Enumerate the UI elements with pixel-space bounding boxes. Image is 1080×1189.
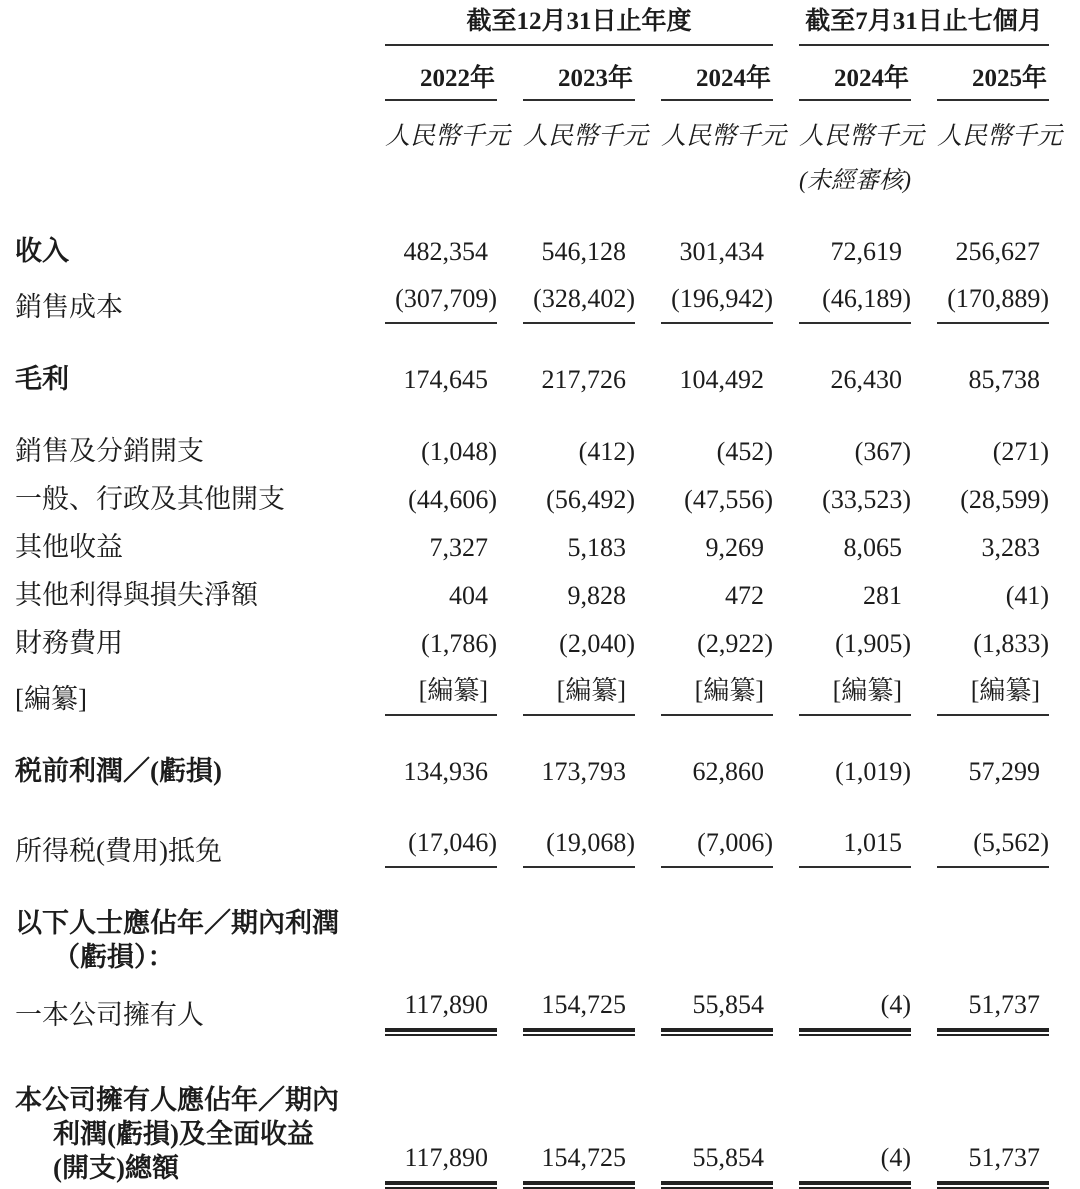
value-text: (328,402) — [533, 284, 635, 313]
table-row — [14, 197, 1050, 269]
value-text: 256,627 — [955, 237, 1041, 266]
value-rule-area — [385, 755, 497, 788]
value-rule-area — [799, 483, 911, 516]
row-label — [14, 269, 360, 325]
value-cell — [912, 197, 1050, 269]
value-cell — [912, 717, 1050, 789]
value-text: 134,936 — [403, 757, 488, 786]
column-group-cell — [360, 6, 774, 47]
unit-cell — [912, 102, 1063, 153]
column-unit-4: 人民幣千元 — [937, 123, 1063, 150]
value-text: 546,128 — [541, 237, 626, 266]
value-rule-area — [937, 483, 1049, 516]
value-cell — [498, 975, 636, 1033]
value-rule-area — [937, 1141, 1049, 1185]
value-cell — [774, 565, 912, 613]
table-row — [14, 469, 1050, 517]
value-cell — [498, 397, 636, 469]
value-text: (41) — [1005, 581, 1050, 610]
value-text: (412) — [578, 437, 635, 466]
table-row — [14, 565, 1050, 613]
value-rule-area — [385, 435, 497, 468]
value-rule-area — [799, 988, 911, 1032]
value-text: 51,737 — [968, 1143, 1041, 1172]
column-year-1: 2023年 — [523, 48, 635, 101]
value-text: [編纂] — [832, 676, 902, 705]
value-cell — [360, 397, 498, 469]
value-rule-area — [661, 1141, 773, 1185]
value-rule-area — [799, 531, 911, 564]
value-rule-area — [937, 674, 1049, 716]
value-cell — [360, 661, 498, 717]
table-row — [14, 661, 1050, 717]
value-text: [編纂] — [556, 676, 626, 705]
value-text: 3,283 — [981, 533, 1041, 562]
value-rule-area — [385, 627, 497, 660]
value-cell — [912, 975, 1050, 1033]
value-text: 55,854 — [692, 990, 764, 1019]
table-row — [14, 269, 1050, 325]
value-cell — [912, 789, 1050, 869]
value-rule-area — [385, 282, 497, 324]
corner-cell — [14, 153, 360, 197]
value-text: (4) — [880, 990, 911, 1019]
value-text: 154,725 — [541, 990, 626, 1019]
unit-cell — [774, 102, 925, 153]
value-text: 482,354 — [403, 237, 488, 266]
value-cell — [498, 789, 636, 869]
value-rule-area — [937, 531, 1049, 564]
value-rule-area — [523, 627, 635, 660]
value-rule-area — [523, 531, 635, 564]
value-cell — [360, 469, 498, 517]
value-cell — [636, 613, 774, 661]
row-label-line: 其他收益 — [15, 532, 123, 562]
value-rule-area — [937, 826, 1049, 868]
value-cell — [636, 517, 774, 565]
row-label — [14, 975, 360, 1033]
value-text: 154,725 — [541, 1143, 626, 1172]
column-year-3: 2024年 — [799, 48, 911, 101]
column-group-row — [14, 6, 1050, 47]
value-rule-area — [661, 579, 773, 612]
note-cell — [636, 153, 774, 197]
value-cell — [912, 565, 1050, 613]
value-cell — [360, 197, 498, 269]
value-rule-area — [799, 235, 911, 268]
row-label-line: 利潤(虧損)及全面收益 — [53, 1119, 314, 1149]
value-text: 472 — [725, 581, 764, 610]
row-label-line: 其他利得與損失淨額 — [15, 580, 258, 610]
table-row — [14, 1033, 1050, 1186]
value-text: (17,046) — [408, 828, 497, 857]
value-cell — [774, 325, 912, 397]
value-text: (47,556) — [684, 485, 773, 514]
value-cell — [498, 565, 636, 613]
value-rule-area — [661, 674, 773, 716]
column-unit-3: 人民幣千元 — [799, 123, 925, 150]
value-text: (307,709) — [395, 284, 497, 313]
value-rule-area — [523, 282, 635, 324]
value-text: 173,793 — [541, 757, 626, 786]
value-cell — [636, 565, 774, 613]
column-year-2: 2024年 — [661, 48, 773, 101]
value-rule-area — [523, 674, 635, 716]
value-cell — [498, 613, 636, 661]
unit-cell — [636, 102, 787, 153]
note-cell — [498, 153, 636, 197]
value-cell — [498, 717, 636, 789]
value-text: (28,599) — [960, 485, 1050, 514]
table-row — [14, 717, 1050, 789]
value-cell — [360, 869, 498, 975]
value-rule-area — [661, 627, 773, 660]
value-text: 9,828 — [567, 581, 626, 610]
value-cell — [498, 869, 636, 975]
value-text: 55,854 — [692, 1143, 764, 1172]
value-cell — [636, 397, 774, 469]
value-cell — [774, 397, 912, 469]
value-text: 51,737 — [968, 990, 1041, 1019]
value-text: 5,183 — [567, 533, 626, 562]
row-label — [14, 517, 360, 565]
value-rule-area — [385, 579, 497, 612]
value-rule-area — [937, 755, 1049, 788]
value-cell — [636, 717, 774, 789]
value-rule-area — [937, 627, 1049, 660]
value-cell — [360, 269, 498, 325]
value-rule-area — [937, 435, 1049, 468]
note-cell — [360, 153, 498, 197]
value-cell — [360, 325, 498, 397]
value-text: (170,889) — [947, 284, 1050, 313]
value-cell — [636, 469, 774, 517]
value-text: 117,890 — [404, 1143, 488, 1172]
value-text: (56,492) — [546, 485, 635, 514]
value-text: 404 — [449, 581, 488, 610]
value-rule-area — [523, 579, 635, 612]
value-text: [編纂] — [418, 676, 488, 705]
value-text: (196,942) — [671, 284, 773, 313]
value-cell — [498, 661, 636, 717]
value-text: (2,040) — [559, 629, 635, 658]
value-text: 104,492 — [679, 365, 764, 394]
value-cell — [774, 269, 912, 325]
value-rule-area — [799, 755, 911, 788]
row-label-line: 一本公司擁有人 — [15, 1000, 204, 1030]
value-cell — [636, 789, 774, 869]
value-cell — [912, 1033, 1050, 1186]
value-cell — [636, 661, 774, 717]
note-cell — [912, 153, 1050, 197]
value-text: 1,015 — [843, 828, 902, 857]
column-unit-0: 人民幣千元 — [385, 123, 511, 150]
value-cell — [774, 789, 912, 869]
year-row — [14, 47, 1050, 102]
table-row — [14, 325, 1050, 397]
row-label-line: 銷售成本 — [15, 292, 123, 322]
table-row — [14, 613, 1050, 661]
table-header — [14, 6, 1063, 197]
value-rule-area — [799, 627, 911, 660]
table-body — [14, 197, 1050, 1186]
value-rule-area — [661, 755, 773, 788]
value-cell — [498, 197, 636, 269]
value-text: (44,606) — [408, 485, 497, 514]
value-cell — [774, 517, 912, 565]
value-text: (46,189) — [822, 284, 911, 313]
row-label — [14, 1033, 360, 1186]
value-rule-area — [385, 235, 497, 268]
column-unit-2: 人民幣千元 — [661, 123, 787, 150]
value-cell — [498, 517, 636, 565]
value-rule-area — [385, 531, 497, 564]
year-cell — [912, 47, 1050, 102]
value-rule-area — [523, 755, 635, 788]
value-rule-area — [937, 282, 1049, 324]
row-label-line: 毛利 — [15, 364, 69, 394]
unit-cell — [360, 102, 511, 153]
value-rule-area — [799, 579, 911, 612]
unit-cell — [498, 102, 649, 153]
value-text: 85,738 — [968, 365, 1041, 394]
row-label — [14, 469, 360, 517]
value-cell — [360, 717, 498, 789]
value-text: 217,726 — [541, 365, 626, 394]
value-cell — [774, 197, 912, 269]
value-text: (2,922) — [697, 629, 773, 658]
value-rule-area — [385, 483, 497, 516]
row-label — [14, 565, 360, 613]
value-text: [編纂] — [970, 676, 1041, 705]
value-text: 62,860 — [692, 757, 764, 786]
value-text: (367) — [854, 437, 911, 466]
row-label — [14, 613, 360, 661]
table-row — [14, 517, 1050, 565]
value-rule-area — [661, 826, 773, 868]
value-cell — [774, 975, 912, 1033]
value-cell — [912, 517, 1050, 565]
value-rule-area — [385, 988, 497, 1032]
value-rule-area — [523, 235, 635, 268]
row-label-line: 以下人士應佔年／期內利潤 — [15, 908, 339, 938]
value-text: 8,065 — [843, 533, 902, 562]
value-cell — [912, 661, 1050, 717]
value-cell — [360, 789, 498, 869]
year-cell — [774, 47, 912, 102]
table-row — [14, 869, 1050, 975]
value-text: 117,890 — [404, 990, 488, 1019]
value-text: (1,019) — [835, 757, 911, 786]
value-rule-area — [661, 363, 773, 396]
value-text: (1,048) — [421, 437, 497, 466]
value-cell — [636, 269, 774, 325]
value-cell — [636, 975, 774, 1033]
value-text: 9,269 — [705, 533, 764, 562]
row-label-line: 一般、行政及其他開支 — [15, 484, 285, 514]
corner-cell — [14, 102, 360, 153]
row-label — [14, 325, 360, 397]
value-rule-area — [799, 435, 911, 468]
value-rule-area — [661, 235, 773, 268]
value-rule-area — [523, 483, 635, 516]
column-year-4: 2025年 — [937, 48, 1049, 101]
note-cell — [774, 153, 912, 197]
row-label — [14, 197, 360, 269]
row-label-line: （虧損）： — [53, 942, 175, 972]
table-row — [14, 397, 1050, 469]
value-rule-area — [937, 579, 1049, 612]
year-cell — [360, 47, 498, 102]
financial-table — [14, 6, 1063, 1186]
value-cell — [498, 469, 636, 517]
row-label-line: 財務費用 — [15, 628, 123, 658]
corner-cell — [14, 6, 360, 47]
value-text: 281 — [863, 581, 902, 610]
row-label-line: 銷售及分銷開支 — [15, 436, 204, 466]
row-label-line: 本公司擁有人應佔年／期內 — [15, 1085, 339, 1115]
row-label-line: [編纂] — [15, 684, 87, 714]
value-text: (452) — [716, 437, 773, 466]
year-cell — [636, 47, 774, 102]
value-cell — [360, 1033, 498, 1186]
value-text: (7,006) — [697, 828, 773, 857]
value-cell — [774, 661, 912, 717]
row-label-line: 税前利潤／(虧損) — [15, 756, 222, 786]
value-cell — [360, 613, 498, 661]
column-group-header-1: 截至7月31日止七個月 — [799, 7, 1049, 46]
value-cell — [774, 869, 912, 975]
value-rule-area — [523, 826, 635, 868]
value-text: 7,327 — [429, 533, 488, 562]
value-rule-area — [523, 435, 635, 468]
value-cell — [912, 325, 1050, 397]
value-rule-area — [799, 282, 911, 324]
value-cell — [498, 1033, 636, 1186]
value-text: (19,068) — [546, 828, 635, 857]
value-rule-area — [799, 1141, 911, 1185]
value-rule-area — [385, 826, 497, 868]
row-label — [14, 789, 360, 869]
value-cell — [774, 469, 912, 517]
value-rule-area — [523, 363, 635, 396]
value-rule-area — [661, 531, 773, 564]
value-cell — [636, 1033, 774, 1186]
value-cell — [912, 469, 1050, 517]
value-rule-area — [799, 363, 911, 396]
value-cell — [912, 397, 1050, 469]
value-cell — [912, 869, 1050, 975]
value-cell — [498, 269, 636, 325]
corner-cell — [14, 47, 360, 102]
value-cell — [636, 325, 774, 397]
value-rule-area — [937, 235, 1049, 268]
row-label — [14, 661, 360, 717]
column-group-header-0: 截至12月31日止年度 — [385, 7, 773, 46]
value-text: 72,619 — [830, 237, 902, 266]
value-text: 57,299 — [968, 757, 1041, 786]
value-rule-area — [799, 826, 911, 868]
value-rule-area — [661, 483, 773, 516]
value-text: 174,645 — [403, 365, 488, 394]
row-label-line: 收入 — [15, 236, 69, 266]
value-cell — [774, 613, 912, 661]
value-cell — [636, 197, 774, 269]
value-rule-area — [661, 435, 773, 468]
row-label — [14, 869, 360, 975]
table-row — [14, 975, 1050, 1033]
value-text: (5,562) — [973, 828, 1050, 857]
value-cell — [636, 869, 774, 975]
value-text: (271) — [992, 437, 1050, 466]
row-label — [14, 717, 360, 789]
value-rule-area — [937, 363, 1049, 396]
value-rule-area — [937, 988, 1049, 1032]
value-cell — [912, 613, 1050, 661]
row-label-line: 所得税(費用)抵免 — [15, 836, 222, 866]
value-rule-area — [385, 1141, 497, 1185]
value-rule-area — [661, 988, 773, 1032]
value-text: (1,905) — [835, 629, 911, 658]
column-year-0: 2022年 — [385, 48, 497, 101]
unit-row — [14, 102, 1050, 153]
value-text: (33,523) — [822, 485, 911, 514]
value-cell — [774, 717, 912, 789]
column-group-cell — [774, 6, 1050, 47]
value-text: [編纂] — [694, 676, 764, 705]
value-text: 26,430 — [830, 365, 902, 394]
note-row — [14, 153, 1050, 197]
value-text: (4) — [880, 1143, 911, 1172]
value-rule-area — [385, 363, 497, 396]
value-cell — [498, 325, 636, 397]
column-note-3: (未經審核) — [799, 168, 911, 194]
value-rule-area — [385, 674, 497, 716]
row-label-line: (開支)總額 — [53, 1153, 179, 1183]
value-text: 301,434 — [679, 237, 764, 266]
value-rule-area — [523, 1141, 635, 1185]
value-cell — [360, 517, 498, 565]
value-cell — [360, 565, 498, 613]
year-cell — [498, 47, 636, 102]
column-unit-1: 人民幣千元 — [523, 123, 649, 150]
value-text: (1,833) — [973, 629, 1050, 658]
value-cell — [912, 269, 1050, 325]
row-label — [14, 397, 360, 469]
table-row — [14, 789, 1050, 869]
value-text: (1,786) — [421, 629, 497, 658]
value-rule-area — [661, 282, 773, 324]
value-cell — [360, 975, 498, 1033]
value-rule-area — [523, 988, 635, 1032]
value-cell — [774, 1033, 912, 1186]
value-rule-area — [799, 674, 911, 716]
